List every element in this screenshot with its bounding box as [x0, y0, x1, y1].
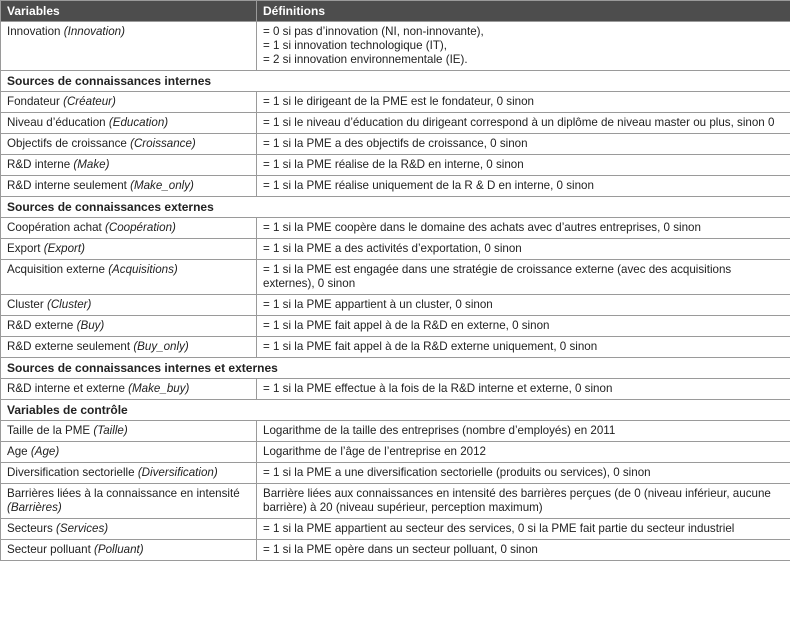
- definition-line: = 0 si pas d’innovation (NI, non-innovante),: [263, 25, 484, 38]
- table-row: [1, 134, 790, 155]
- definition-cell: [257, 239, 790, 260]
- definition-line: = 1 si la PME a une diversification sectorielle (produits ou services), 0 sinon: [263, 466, 651, 479]
- table-row: [1, 379, 790, 400]
- definition-cell: [257, 92, 790, 113]
- variable-name: Coopération achat: [7, 221, 105, 234]
- table-row: [1, 22, 790, 71]
- variable-cell: [1, 421, 257, 442]
- variable-name: R&D interne seulement: [7, 179, 131, 192]
- section-title: Sources de connaissances internes: [1, 71, 790, 92]
- variable-cell: [1, 134, 257, 155]
- variable-code: (Export): [43, 242, 85, 255]
- variable-cell: [1, 155, 257, 176]
- section-row: [1, 358, 790, 379]
- definition-cell: [257, 113, 790, 134]
- definition-line: = 1 si la PME a des activités d’exportation, 0 sinon: [263, 242, 522, 255]
- definition-cell: [257, 316, 790, 337]
- variable-name: R&D interne: [7, 158, 74, 171]
- variable-cell: [1, 295, 257, 316]
- definition-cell: [257, 22, 790, 71]
- definition-line: = 1 si innovation technologique (IT),: [263, 39, 447, 52]
- definition-cell: [257, 260, 790, 295]
- variable-code: (Diversification): [137, 466, 218, 479]
- variable-name: R&D externe: [7, 319, 77, 332]
- definition-line: = 1 si le niveau d’éducation du dirigeant correspond à un diplôme de niveau master ou plus, sinon 0: [263, 116, 775, 129]
- table-row: [1, 176, 790, 197]
- definition-cell: [257, 484, 790, 519]
- header-definitions: Définitions: [257, 1, 790, 22]
- table-row: [1, 316, 790, 337]
- definition-line: Barrière liées aux connaissances en intensité des barrières perçues (de 0 (niveau inférieur, aucune barrière) à 20 (niveau supérieur, perception maximum): [263, 487, 771, 514]
- table-row: [1, 295, 790, 316]
- variable-cell: [1, 540, 257, 561]
- table-row: [1, 519, 790, 540]
- definition-cell: [257, 176, 790, 197]
- table-row: [1, 337, 790, 358]
- table-row: [1, 92, 790, 113]
- definition-line: = 1 si la PME réalise uniquement de la R & D en interne, 0 sinon: [263, 179, 594, 192]
- variable-code: (Age): [30, 445, 60, 458]
- definition-cell: [257, 379, 790, 400]
- variable-name: Innovation: [7, 25, 64, 38]
- variable-cell: [1, 176, 257, 197]
- variable-code: (Taille): [93, 424, 128, 437]
- variable-name: Secteur polluant: [7, 543, 95, 556]
- variable-code: (Education): [108, 116, 169, 129]
- variable-cell: [1, 92, 257, 113]
- variable-cell: [1, 218, 257, 239]
- variable-name: Cluster: [7, 298, 47, 311]
- variable-cell: [1, 379, 257, 400]
- variable-name: Barrières liées à la connaissance en intensité: [7, 487, 240, 500]
- variable-code: (Make_only): [130, 179, 194, 192]
- section-row: [1, 71, 790, 92]
- variable-cell: [1, 484, 257, 519]
- variable-cell: [1, 260, 257, 295]
- variable-code: (Croissance): [130, 137, 196, 150]
- table-row: [1, 155, 790, 176]
- definition-line: = 1 si la PME effectue à la fois de la R&D interne et externe, 0 sinon: [263, 382, 613, 395]
- variable-code: (Make): [73, 158, 110, 171]
- variable-code: (Buy_only): [133, 340, 189, 353]
- table-row: [1, 484, 790, 519]
- table-row: [1, 442, 790, 463]
- definition-cell: [257, 442, 790, 463]
- definition-line: Logarithme de la taille des entreprises (nombre d’employés) en 2011: [263, 424, 616, 437]
- table-row: [1, 463, 790, 484]
- variable-name: Niveau d’éducation: [7, 116, 109, 129]
- definition-cell: [257, 519, 790, 540]
- variable-code: (Barrières): [7, 501, 62, 514]
- variable-name: Objectifs de croissance: [7, 137, 131, 150]
- variable-name: R&D externe seulement: [7, 340, 134, 353]
- variable-name: Taille de la PME: [7, 424, 94, 437]
- section-row: [1, 400, 790, 421]
- section-title: Sources de connaissances internes et externes: [1, 358, 790, 379]
- header-row: [1, 1, 790, 22]
- definition-line: = 1 si la PME fait appel à de la R&D externe uniquement, 0 sinon: [263, 340, 598, 353]
- definition-line: = 1 si la PME appartient à un cluster, 0 sinon: [263, 298, 493, 311]
- definition-cell: [257, 134, 790, 155]
- variable-code: (Cluster): [46, 298, 92, 311]
- section-title: Variables de contrôle: [1, 400, 790, 421]
- definition-line: = 1 si la PME réalise de la R&D en interne, 0 sinon: [263, 158, 524, 171]
- table-row: [1, 218, 790, 239]
- table-row: [1, 260, 790, 295]
- definition-cell: [257, 155, 790, 176]
- section-title: Sources de connaissances externes: [1, 197, 790, 218]
- variable-name: Fondateur: [7, 95, 64, 108]
- definition-line: = 1 si la PME a des objectifs de croissance, 0 sinon: [263, 137, 528, 150]
- variable-cell: [1, 239, 257, 260]
- table-body: [1, 22, 790, 561]
- variable-code: (Make_buy): [128, 382, 190, 395]
- variable-name: R&D interne et externe: [7, 382, 129, 395]
- variable-name: Diversification sectorielle: [7, 466, 138, 479]
- table-row: [1, 113, 790, 134]
- definition-cell: [257, 463, 790, 484]
- definition-line: = 1 si la PME appartient au secteur des services, 0 si la PME fait partie du secteur industriel: [263, 522, 735, 535]
- table-row: [1, 540, 790, 561]
- definition-line: = 1 si la PME opère dans un secteur polluant, 0 sinon: [263, 543, 538, 556]
- variable-code: (Acquisitions): [108, 263, 178, 276]
- variable-name: Secteurs: [7, 522, 56, 535]
- variable-code: (Services): [55, 522, 109, 535]
- variable-name: Age: [7, 445, 31, 458]
- variable-code: (Buy): [76, 319, 105, 332]
- header-variables: Variables: [1, 1, 257, 22]
- variable-cell: [1, 337, 257, 358]
- definition-cell: [257, 540, 790, 561]
- definition-line: = 1 si la PME est engagée dans une stratégie de croissance externe (avec des acquisitions externes), 0 sinon: [263, 263, 732, 290]
- definition-cell: [257, 337, 790, 358]
- variable-code: (Créateur): [63, 95, 116, 108]
- variable-cell: [1, 22, 257, 71]
- definition-line: Logarithme de l’âge de l’entreprise en 2012: [263, 445, 487, 458]
- section-row: [1, 197, 790, 218]
- variable-cell: [1, 442, 257, 463]
- definition-line: = 1 si le dirigeant de la PME est le fondateur, 0 sinon: [263, 95, 535, 108]
- variable-name: Export: [7, 242, 44, 255]
- table-row: [1, 421, 790, 442]
- variable-cell: [1, 519, 257, 540]
- variable-cell: [1, 113, 257, 134]
- variable-cell: [1, 316, 257, 337]
- definition-cell: [257, 218, 790, 239]
- variable-code: (Innovation): [63, 25, 125, 38]
- variable-code: (Coopération): [104, 221, 176, 234]
- table-row: [1, 239, 790, 260]
- definition-line: = 2 si innovation environnementale (IE).: [263, 53, 468, 66]
- variable-code: (Polluant): [94, 543, 144, 556]
- definition-cell: [257, 295, 790, 316]
- definition-cell: [257, 421, 790, 442]
- variable-name: Acquisition externe: [7, 263, 109, 276]
- definition-line: = 1 si la PME fait appel à de la R&D en externe, 0 sinon: [263, 319, 550, 332]
- definition-line: = 1 si la PME coopère dans le domaine des achats avec d’autres entreprises, 0 sinon: [263, 221, 701, 234]
- variable-cell: [1, 463, 257, 484]
